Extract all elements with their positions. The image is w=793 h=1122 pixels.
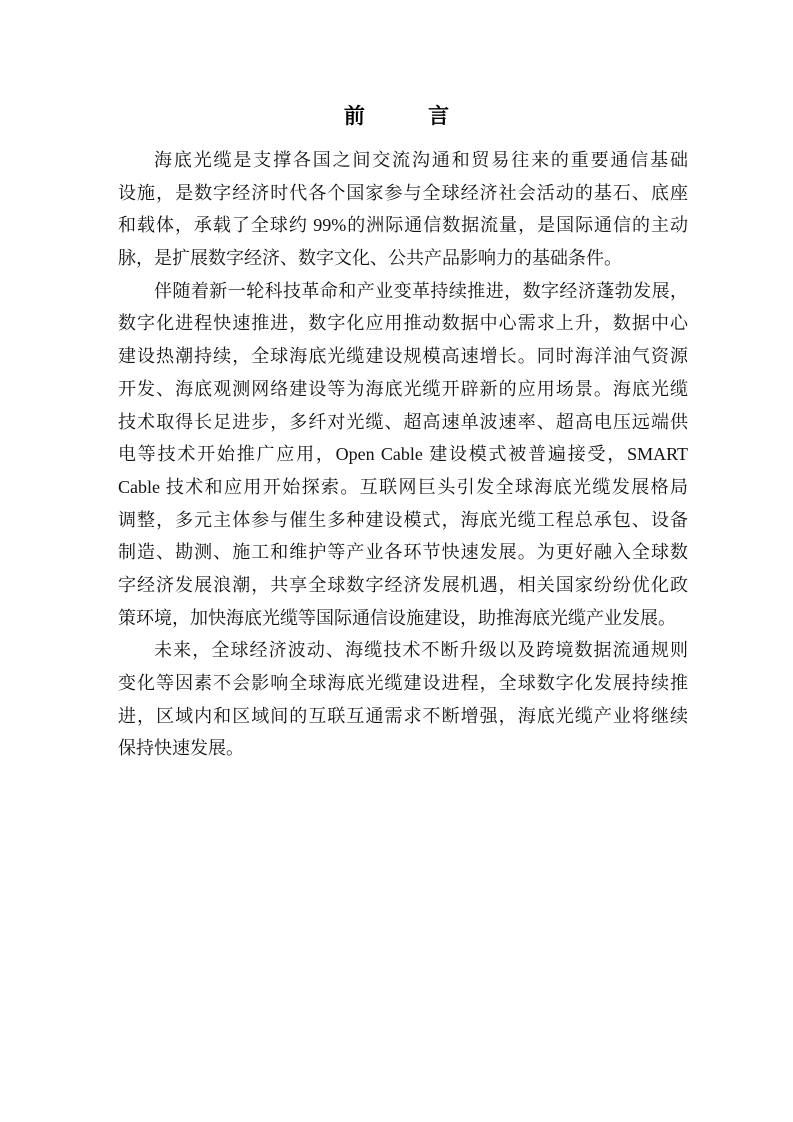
text-line: 建设热潮持续，全球海底光缆建设规模高速增长。同时海洋油气资源 [118, 346, 688, 367]
text-line: 海底光缆是支撑各国之间交流沟通和贸易往来的重要通信基础 [154, 150, 688, 170]
page-title: 前 言 [343, 103, 478, 128]
body-text [118, 144, 688, 765]
text-line: 字经济发展浪潮，共享全球数字经济发展机遇，相关国家纷纷优化政 [118, 574, 688, 595]
text-line: 变化等因素不会影响全球海底光缆建设进程，全球数字化发展持续推 [118, 673, 688, 693]
paragraph-3 [118, 634, 688, 765]
text-line: 设施，是数字经济时代各个国家参与全球经济社会活动的基石、底座 [118, 182, 688, 203]
text-line: 电等技术开始推广应用，Open Cable 建设模式被普遍接受，SMART [118, 444, 688, 465]
text-line: 调整，多元主体参与催生多种建设模式，海底光缆工程总承包、设备 [118, 509, 688, 530]
text-line: 数字化进程快速推进，数字化应用推动数据中心需求上升，数据中心 [118, 313, 688, 334]
text-line: 未来，全球经济波动、海缆技术不断升级以及跨境数据流通规则 [154, 640, 688, 661]
text-line: 进，区域内和区域间的互联互通需求不断增强，海底光缆产业将继续 [118, 705, 688, 726]
text-line: 技术取得长足进步，多纤对光缆、超高速单波速率、超高电压远端供 [118, 411, 688, 432]
text-line: 开发、海底观测网络建设等为海底光缆开辟新的应用场景。海底光缆 [118, 378, 688, 399]
paragraph-2 [118, 275, 688, 635]
paragraph-1 [118, 144, 688, 275]
text-line: 和载体，承载了全球约 99%的洲际通信数据流量，是国际通信的主动 [118, 215, 688, 236]
text-line: 制造、勘测、施工和维护等产业各环节快速发展。为更好融入全球数 [118, 542, 688, 563]
text-line: 策环境，加快海底光缆等国际通信设施建设，助推海底光缆产业发展。 [118, 607, 676, 628]
text-line: 保持快速发展。 [118, 738, 244, 759]
text-line: 伴随着新一轮科技革命和产业变革持续推进，数字经济蓬勃发展， [154, 280, 688, 301]
text-line: 脉，是扩展数字经济、数字文化、公共产品影响力的基础条件。 [118, 248, 622, 269]
text-line: Cable 技术和应用开始探索。互联网巨头引发全球海底光缆发展格局 [118, 476, 688, 497]
